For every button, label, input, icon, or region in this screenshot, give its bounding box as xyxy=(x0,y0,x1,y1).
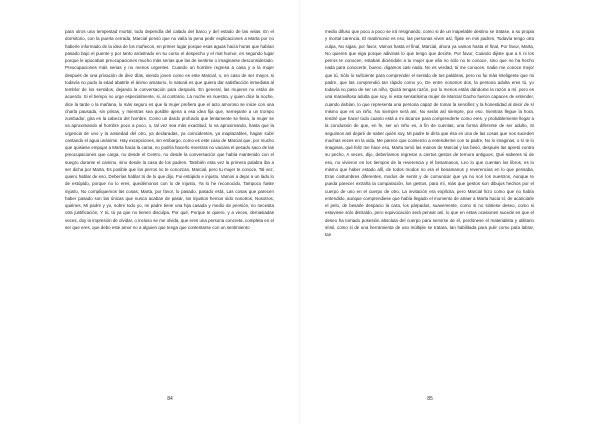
right-page xyxy=(300,0,600,424)
left-page-number: 84 xyxy=(167,396,173,402)
right-page-text: medio difuso que poco a poco se irá resignando, como si de un inapelable destino se tratase, a su propia y mortal carencia, El matrimonio es eso, las personas viven así, fíjate en mis padres, Todavía tengo otra culpa, No sigas, por favor, Vamos hasta el final, Marcial, ahora ya vamos hasta el final, Por favor, Marta, No quieres que siga porque adivinas lo que tengo que decirte, Por favor, Cuando dijiste que a ti ni los perros te conocen, estabas diciéndole a tu mujer que ella no sólo no te conoce, sino que no ha hecho nada para conocerte, bueno, digamos casi nada, No es verdad, tú me conoces, nadie me conoce mejor que tú, Sólo lo suficiente para comprender el sentido de tus palabras, pero no fui más inteligente que mi padre, que las comprendió tan rápido como yo, De entre nosotros dos, la persona adulta eres tú, yo todavía no paso de ser un niño, Quizá tengas razón, por lo menos estás dándome la razón a mí, pero es una maravillosa adulta que soy, ni esta sensatísima mujer de Marcial Gacho fueron capaces de entender, cuando debían, lo que representa una persona capaz de tomar la sencillez y la honestidad al decir de sí mismo que es un niño, No siempre será así, No serás así siempre, por eso, mientras llegue la hora, tendré que hacer todo cuanto está a mi alcance para comprenderte como eres, y probablemente llegar a la conclusión de que, en fe, ser un niño es, a fin de cuentas, una forma diferente de ser adulto, Si seguimos así dejaré de saber quién soy, Mi padre te diría que ésa es una de las cosas que nos suceden muchas veces en la vida, Me parece que comienzo a entenderme con tu padre, No lo imaginas, o sí te lo imaginas, qué feliz me hace eso, Marta tomó las manos de Marcial y las besó, después las apretó contra su pecho, A veces, dijo, deberíamos regresar a ciertos gestos de ternura antiguos, Qué saberes tú de eso, no vivieron en los tiempos de la reverencia y el besamanos, Leo lo que cuentan los libros, es lo mismo que haber estado allí, de todos modos no era el besamanos y reverencias en lo que pensaba, Eran costumbres diferentes, modos de sentir y de comunicar que ya no son los nuestros, Aunque te pueda parecer extraña la comparación, los gestos, para mí, más que gestos son dibujos hechos por el cuerpo de uno en el cuerpo de otro. La invitación era explícita, pero Marcial hizo como que no había entendido, aunque comprendiese que había llegado el momento de atraer a Marta hacia sí, de acariciarle el pelo, de besarle despacio la cara, los párpados, suavemente, como si no sintiese deseo, como si estuviese sólo distraído, pero equivocación será pensar así, lo que en estas ocasiones sucede es que el deseo ha tomado posesión absoluta del cuerpo para servirse de él, perdónese el materialista y utilitario símil, como si de una herramienta de uso múltiple se tratara, tan habilitada para pulir como para labrar, tan xyxy=(325,29,534,237)
right-page-number: 85 xyxy=(427,396,433,402)
left-page-text: para otros una tempestad mortal, todo dependía del calado del barco y del estado de las velas. En el dormitorio, con la puerta cerrada, Marcial pensó que no valía la pena pedir explicaciones a Marta por no haberle informado de la idea de los muñecos, en primer lugar porque esas aguas hacía horas que habían pasado bajo el puente y por tanto arrastrado en su curso el despecho y el mal humor, en segundo lugar porque le apocaban preocupaciones mucho más serias que las de sentirse o imaginarse desconsiderado. Preocupaciones más serias y no menos urgentes. Cuando un hombre regresa a casa y a la mujer después de una privación de diez días, siendo joven como es este Marcial, o, en caso de ser mayor, si todavía no pudo la edad abatirle el ánimo amatorio, lo natural es que quiera dar satisfacción inmediata al temblor de los sentidos, dejando la conversación para después. En general, las mujeres no están de acuerdo. Si el tiempo no urge especialmente, si, al contrario, La noche es nuestra, y quien dice la noche, dice la tarde o la mañana, lo más seguro es que la mujer prefiera que el acto amoroso se inicie con una charla pausada, sin prisas, y mientras sea posible ajena a esa idea fija que, semejante a un trompo zumbador, gira en la cabeza del hombre. Como un dardo profundo que lentamente se llena, la mujer se va aproximando al hombre poco a poco, o, tal vez sea más exactitud, lo va aproximando, hasta que la urgencia de uno y la ansiedad del otro, ya declaradas, ya coincidentes, ya inaplazables, hagan subir cantando el agua unánime. Hay excepciones, sin embargo, como es este caso de Marcial que, por mucho que quisiese empujar a Marta hacia la cama, no podría hacerlo mientras no vaciara el pesado saco de las preocupaciones que carga, no desde el Centro, no desde la conversación que había mantenido con el suegro durante el camino, sino desde la casa de los padres. También esta vez la primera palabra iba a ser dicha por Marta, Es posible que los perros no te conozcan, Marcial, pero tu mujer te conoce, Tal vez, quiero hablar de eso, Deberías hablar tú de lo que dijo, Fui estúpido e injusto, Vamos a dejar a un lado lo de estúpido, porque no lo eres, quedémonos con lo de injusto, Ya lo he reconocido, Tampoco fuiste injusto, No compliquemos las cosas, Marta, por favor, lo pasado, pasado está, Las cosas que parecen haber pasado son las únicas que nunca acaban de pasar, los injustos hemos sido nosotros, Nosotros, quiénes, Mi padre y yo, sobre todo yo, mi padre tiene una hija casada y medio de pensión, no necesita otra justificación, Y tú, tú ya que no tienen disculpa, Por qué, Porque te quiero, y a veces, demasiadas veces, doy la impresión de olvidar, o incluso se me olvida, que eres una persona concreta, completa en el ser que eres, que debo este amor no a alguien que tenga que contentarse con un sentimiento xyxy=(65,29,274,230)
